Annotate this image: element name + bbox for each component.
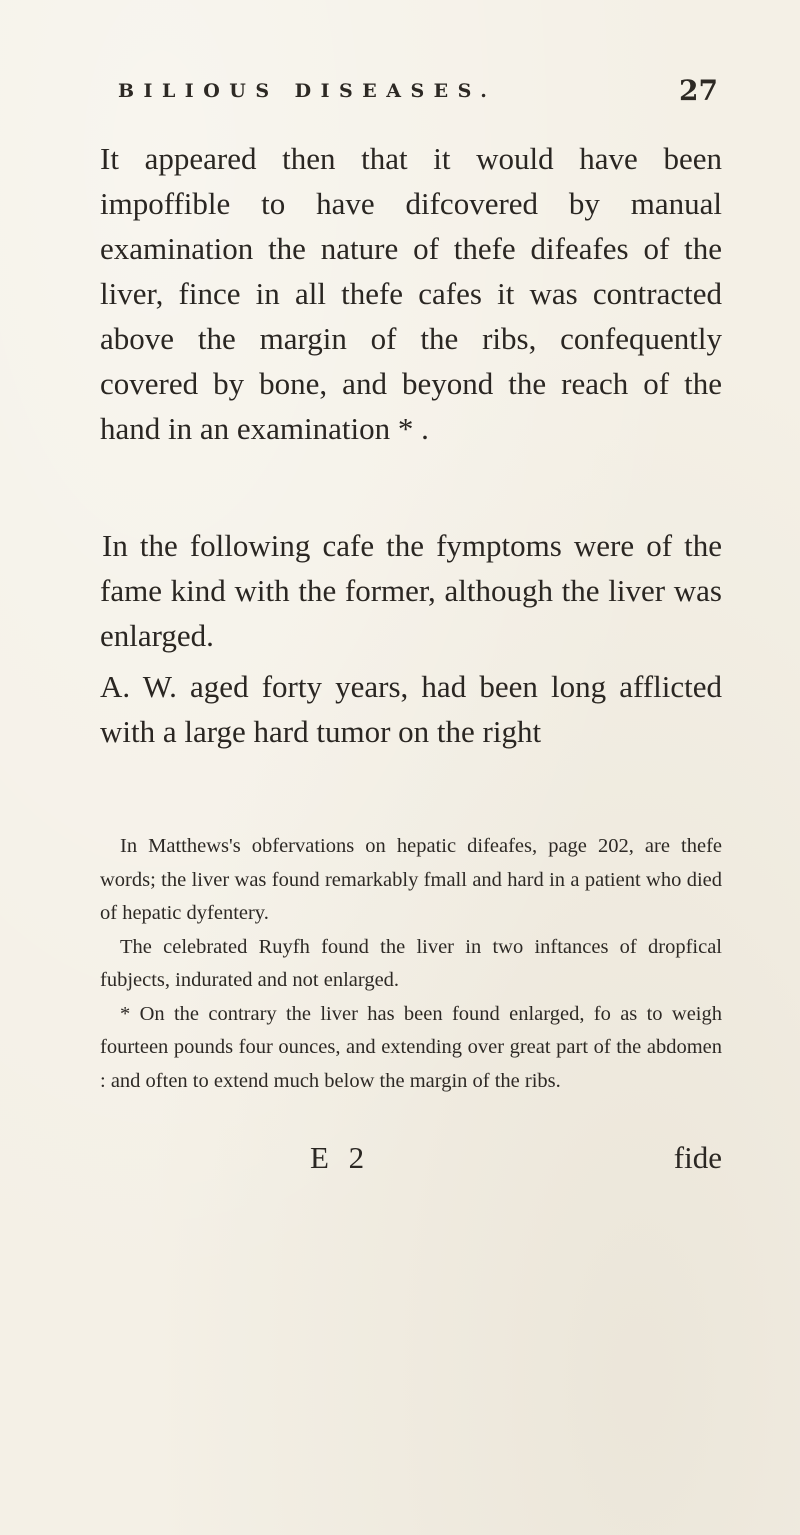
footnote-3: * On the contrary the liver has been found enlarged, fo as to weigh fourteen pounds four ounces, and extending over great part of the abdomen : and often to extend much below the margin of the ribs. [100, 1002, 722, 1092]
footnote-2: The celebrated Ruyfh found the liver in two inftances of dropfical fubjects, indurated and not enlarged. [100, 935, 722, 991]
page-header [118, 74, 718, 118]
signature-mark: E 2 [310, 1140, 371, 1175]
footnote-1: In Matthews's obfervations on hepatic difeafes, page 202, are thefe words; the liver was found remarkably fmall and hard in a patient who died of hepatic dyfentery. [100, 835, 722, 924]
page-number: 27 [679, 74, 718, 107]
body-paragraph-3: A. W. aged forty years, had been long afflicted with a large hard tumor on the right [100, 669, 722, 749]
body-paragraph-1: It appeared then that it would have been impoffible to have difcovered by manual examination the nature of thefe difeafes of the liver, fince in all thefe cafes it was contracted above the margin of the ribs, confequently covered by bone, and beyond the reach of the hand in an examination * . [100, 141, 722, 446]
catchword: fide [673, 1140, 722, 1175]
running-head: BILIOUS DISEASES. [118, 80, 497, 102]
page-footer [100, 1140, 722, 1184]
footnotes [100, 830, 722, 1098]
body-paragraph-2: In the following cafe the fymptoms were of the fame kind with the former, although the liver was enlarged. [100, 528, 722, 653]
